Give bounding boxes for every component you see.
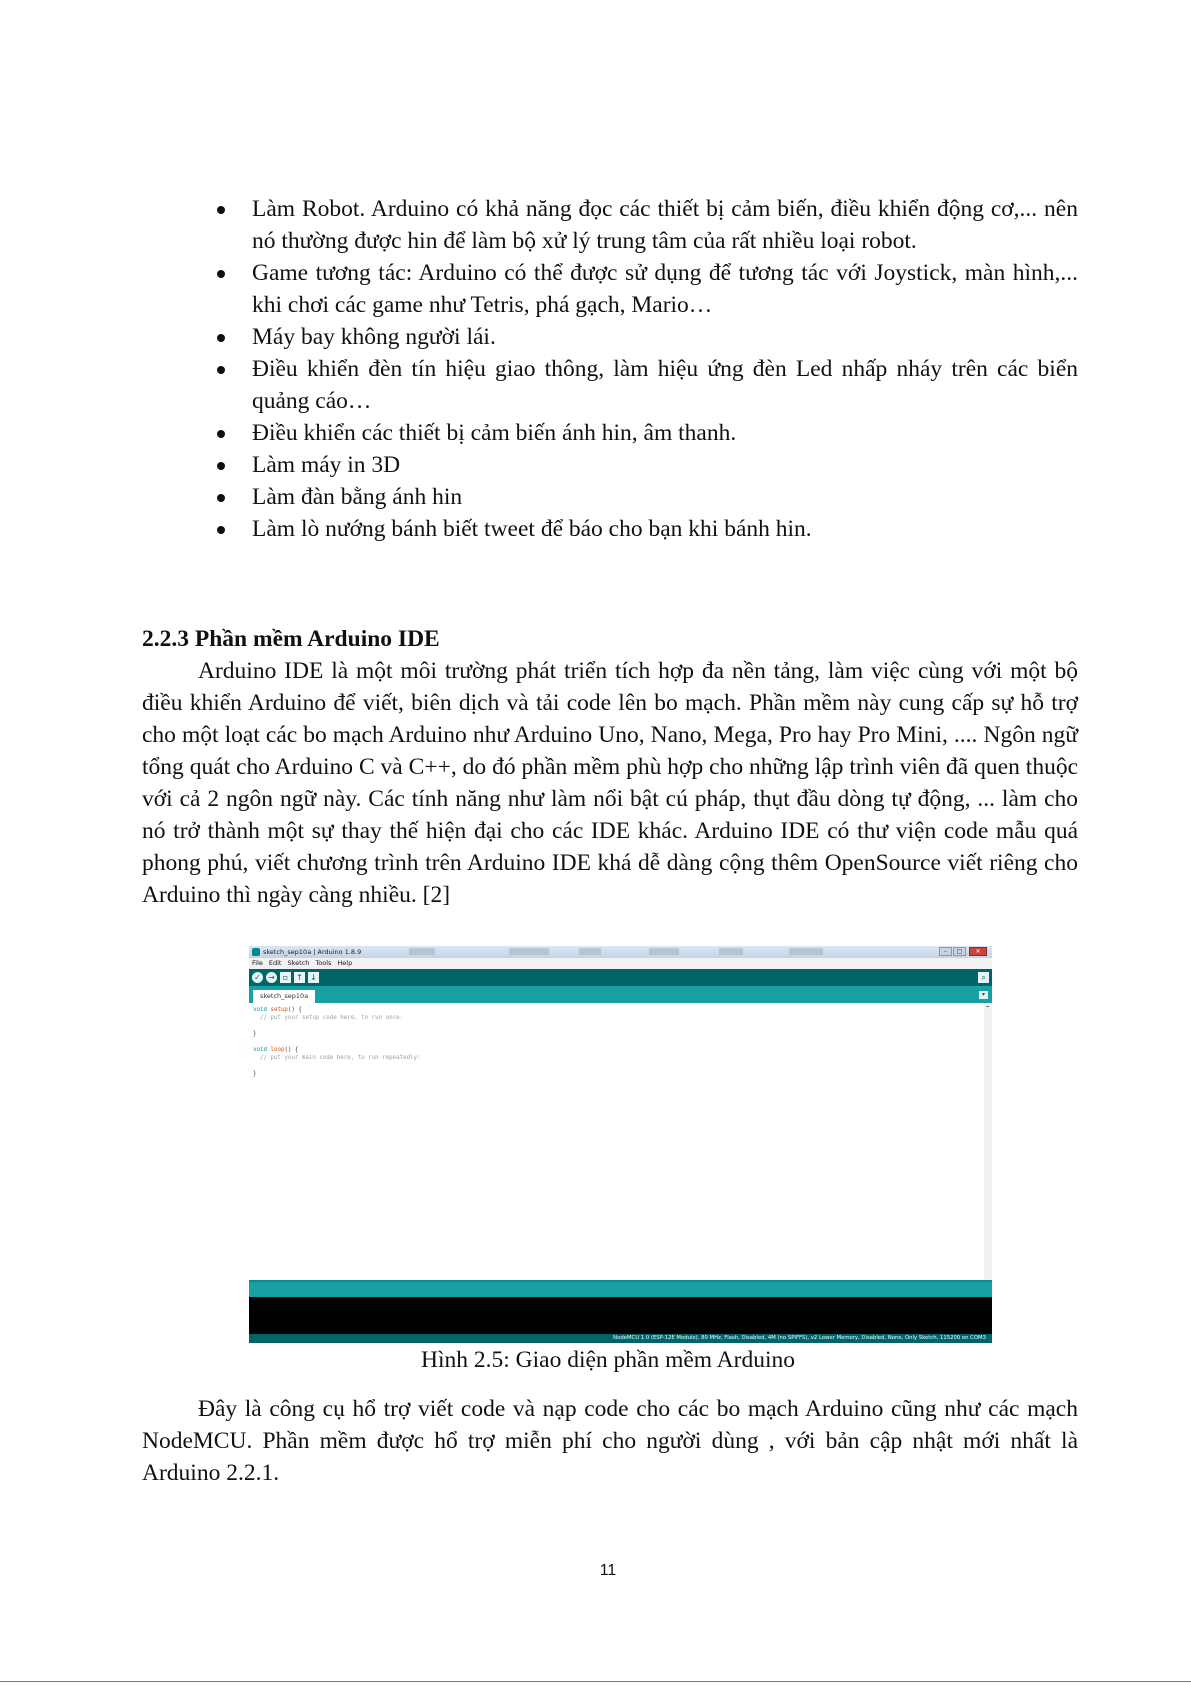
list-item: Làm lò nướng bánh biết tweet để báo cho bạn khi bánh hin. [212, 513, 1078, 545]
menu-file[interactable]: File [252, 959, 263, 967]
upload-icon[interactable]: → [266, 972, 277, 983]
maximize-icon[interactable]: □ [953, 947, 966, 956]
taskbar-blur [409, 948, 435, 955]
bullet-dot [217, 494, 225, 502]
menu-help[interactable]: Help [337, 959, 353, 967]
taskbar-blur [649, 948, 679, 955]
menu-tools[interactable]: Tools [315, 959, 332, 967]
editor-scrollbar[interactable] [984, 1003, 992, 1280]
list-item: Làm Robot. Arduino có khả năng đọc các thiết bị cảm biến, điều khiển động cơ,... nên nó thường được hin để làm bộ xử lý trung tâm của rất nhiều loại robot. [212, 193, 1078, 257]
taskbar-blur [509, 948, 549, 955]
ide-toolbar [249, 969, 992, 986]
arduino-logo-icon [252, 948, 260, 956]
ide-title-bar [249, 946, 992, 958]
ide-board-info-bar [249, 1334, 992, 1343]
application-list [212, 193, 1078, 545]
closing-paragraph: Đây là công cụ hổ trợ viết code và nạp code cho các bo mạch Arduino cũng như các mạch NodeMCU. Phần mềm được hổ trợ miễn phí cho người dùng , với bản cập nhật mới nhất là Arduino 2.2.1. [142, 1396, 1078, 1486]
taskbar-blur [719, 948, 743, 955]
minimize-icon[interactable]: – [939, 947, 952, 956]
ide-menu-bar [249, 958, 992, 969]
board-info-text: NodeMCU 1.0 (ESP-12E Module), 80 MHz, Flash, Disabled, 4M (no SPIFFS), v2 Lower Memory, Disabled, None, Only Sketch, 115200 on COM3 [613, 1335, 986, 1341]
bullet-dot [217, 334, 225, 342]
bullet-dot [217, 206, 225, 214]
ide-window-title: sketch_sep10a | Arduino 1.8.9 [263, 948, 362, 956]
list-item: Máy bay không người lái. [212, 321, 1078, 353]
menu-edit[interactable]: Edit [268, 959, 282, 967]
bullet-dot [217, 430, 225, 438]
bullet-dot [217, 462, 225, 470]
ide-status-bar [249, 1280, 992, 1297]
code-editor[interactable] [249, 1003, 984, 1280]
intro-paragraph: Arduino IDE là một môi trường phát triển tích hợp đa nền tảng, làm việc cùng với một bộ điều khiển Arduino để viết, biên dịch và tải code lên bo mạch. Phần mềm này cung cấp sự hỗ trợ cho một loạt các bo mạch Arduino như Arduino Uno, Nano, Mega, Pro hay Pro Mini, .... Ngôn ngữ tổng quát cho Arduino C và C++, do đó phần mềm phù hợp cho những lập trình viên đã quen thuộc với cả 2 ngôn ngữ này. Các tính năng như làm nổi bật cú pháp, thụt đầu dòng tự động, ... làm cho nó trở thành một sự thay thế hiện đại cho các IDE khác. Arduino IDE có thư viện code mẫu quá phong phú, viết chương trình trên Arduino IDE khá dễ dàng cộng thêm OpenSource viết riêng cho Arduino thì ngày càng nhiều. [2] [142, 658, 1078, 908]
open-sketch-icon[interactable]: ↑ [294, 972, 305, 983]
code-text: void setup() { // put your setup code here, to run once: } void loop() { // put your main code here, to run repeatedly: } [253, 1007, 421, 1077]
list-item: Làm máy in 3D [212, 449, 1078, 481]
list-item: Điều khiển đèn tín hiệu giao thông, làm hiệu ứng đèn Led nhấp nháy trên các biển quảng cáo… [212, 353, 1078, 417]
tab-menu-icon[interactable]: ▾ [979, 991, 988, 999]
bottom-rule [0, 1681, 1191, 1682]
page-number: 11 [599, 1562, 617, 1579]
save-sketch-icon[interactable]: ↓ [308, 972, 319, 983]
new-sketch-icon[interactable]: ▫ [280, 972, 291, 983]
figure-caption: Hình 2.5: Giao diện phần mềm Arduino [421, 1347, 795, 1373]
bullet-dot [217, 526, 225, 534]
bullet-dot [217, 270, 225, 278]
list-item: Làm đàn bằng ánh hin [212, 481, 1078, 513]
ide-tab-bar [249, 986, 992, 1003]
serial-monitor-icon[interactable]: ⌕ [978, 972, 989, 983]
tab-sketch[interactable]: sketch_sep10a [253, 990, 315, 1003]
close-icon[interactable]: ✕ [969, 947, 987, 956]
bullet-dot [217, 366, 225, 374]
taskbar-blur [789, 948, 823, 955]
verify-icon[interactable]: ✓ [252, 972, 263, 983]
list-item: Game tương tác: Arduino có thể được sử dụng để tương tác với Joystick, màn hình,... khi chơi các game như Tetris, phá gạch, Mario… [212, 257, 1078, 321]
section-heading: 2.2.3 Phần mềm Arduino IDE [142, 626, 440, 652]
list-item: Điều khiển các thiết bị cảm biến ánh hin, âm thanh. [212, 417, 1078, 449]
arduino-ide-screenshot [249, 946, 992, 1343]
ide-console [249, 1297, 992, 1334]
taskbar-blur [579, 948, 601, 955]
menu-sketch[interactable]: Sketch [287, 959, 310, 967]
